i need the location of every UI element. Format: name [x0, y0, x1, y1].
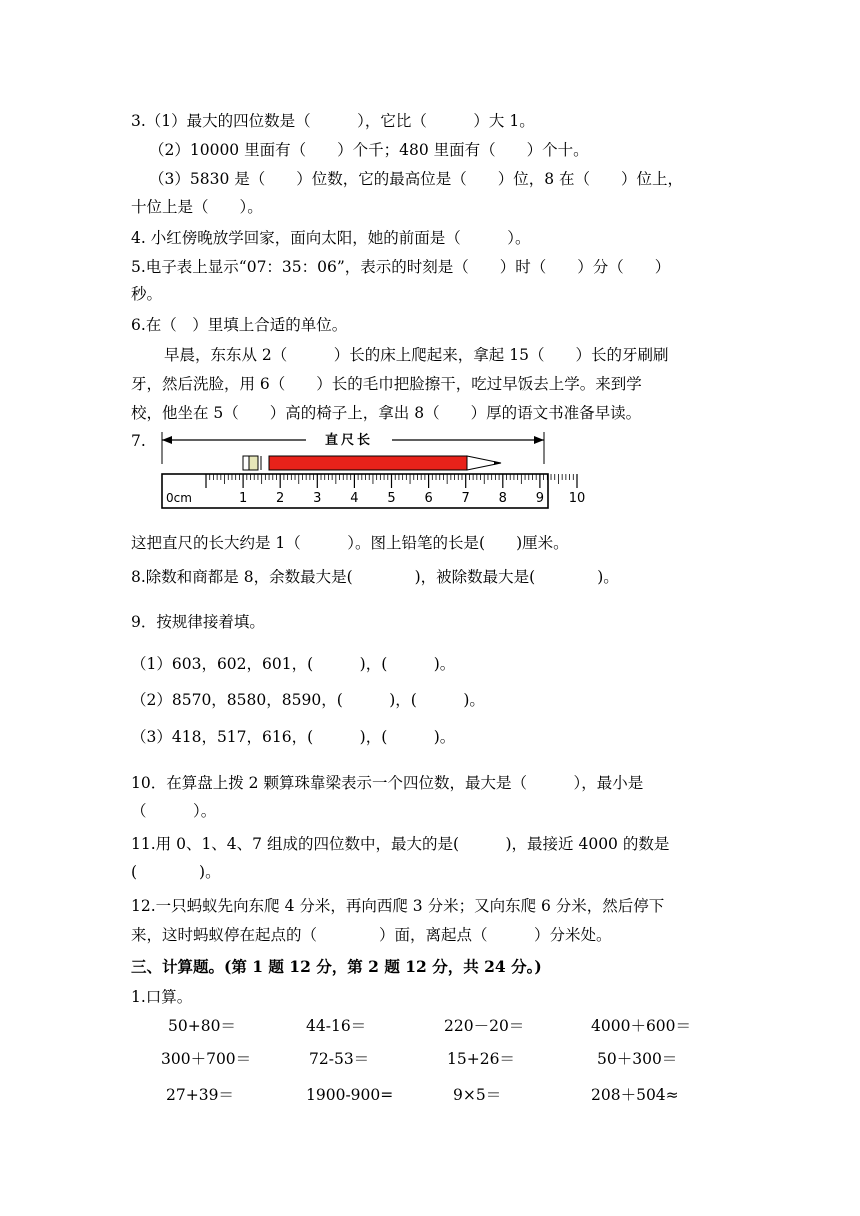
- q9-title: 9．按规律接着填。: [131, 613, 265, 631]
- ruler-tick-label: 3: [313, 491, 322, 506]
- q5-line1: 5.电子表上显示“07：35：06”，表示的时刻是（ ）时（ ）分（ ）: [131, 258, 671, 276]
- q4-text: 4. 小红傍晚放学回家，面向太阳，她的前面是（ ）。: [131, 229, 531, 247]
- q8-text: 8.除数和商都是 8，余数最大是( )，被除数最大是( )。: [131, 568, 619, 586]
- q6-line3: 牙，然后洗脸，用 6（ ）长的毛巾把脸擦干，吃过早饭去上学。来到学: [131, 375, 642, 393]
- q3-line3: （3）5830 是（ ）位数，它的最高位是（ ）位，8 在（ ）位上，: [149, 170, 684, 188]
- oral-item-r1-c2: 15+26＝: [447, 1050, 515, 1068]
- q7-text: 这把直尺的长大约是 1（ ）。图上铅笔的长是( )厘米。: [131, 534, 569, 552]
- ruler-tick-label: 4: [350, 491, 359, 506]
- oral-item-r2-c0: 27+39＝: [166, 1086, 234, 1104]
- q12-line1: 12.一只蚂蚁先向东爬 4 分米，再向西爬 3 分米；又向东爬 6 分米，然后停下: [131, 897, 665, 915]
- section3-sub1: 1.口算。: [131, 988, 193, 1006]
- q10-line1: 10．在算盘上拨 2 颗算珠靠梁表示一个四位数，最大是（ ），最小是: [131, 774, 644, 792]
- q12-line2: 来，这时蚂蚁停在起点的（ ）面，离起点（ ）分米处。: [131, 926, 612, 944]
- pencil-body: [269, 456, 467, 470]
- oral-item-r0-c2: 220－20＝: [444, 1017, 525, 1035]
- q7-number: 7.: [131, 432, 146, 450]
- q5-line2: 秒。: [131, 285, 163, 303]
- ruler-unit-label: 0cm: [166, 491, 192, 505]
- ruler-tick-label: 7: [461, 491, 470, 506]
- pencil-end-cap: [243, 456, 249, 470]
- q6-line1: 6.在（ ）里填上合适的单位。: [131, 316, 348, 334]
- oral-item-r0-c3: 4000＋600＝: [591, 1017, 692, 1035]
- ruler-tick-label: 9: [535, 491, 545, 506]
- pencil: [243, 456, 501, 470]
- oral-item-r2-c2: 9×5＝: [453, 1086, 502, 1104]
- oral-item-r0-c1: 44-16＝: [306, 1017, 367, 1035]
- oral-item-r2-c3: 208＋504≈: [591, 1086, 679, 1104]
- oral-item-r1-c1: 72-53＝: [309, 1050, 370, 1068]
- q9-line1: （1）603，602，601，( )，( )。: [131, 655, 456, 673]
- q3-line4: 十位上是（ ）。: [131, 198, 263, 216]
- section3-heading: 三、计算题。(第 1 题 12 分，第 2 题 12 分，共 24 分。): [131, 957, 542, 976]
- ruler-title: 直尺长: [324, 433, 374, 448]
- q6-line2: 早晨，东东从 2（ ）长的床上爬起来，拿起 15（ ）长的牙刷刷: [164, 346, 669, 364]
- q11-line1: 11.用 0、1、4、7 组成的四位数中，最大的是( )，最接近 4000 的数是: [131, 835, 670, 853]
- q3-line2: （2）10000 里面有（ ）个千；480 里面有（ ）个十。: [149, 141, 589, 159]
- ruler-tick-label: 10: [568, 491, 586, 506]
- q11-line2: ( )。: [131, 863, 221, 881]
- ruler-figure: [156, 428, 586, 512]
- q9-line2: （2）8570，8580，8590，( )，( )。: [131, 691, 485, 709]
- ruler-tick-label: 2: [276, 491, 285, 506]
- oral-item-r1-c3: 50＋300＝: [597, 1050, 678, 1068]
- ruler-tick-label: 6: [424, 491, 433, 506]
- ruler-tick-label: 8: [498, 491, 507, 506]
- q3-line1: 3.（1）最大的四位数是（ ），它比（ ）大 1。: [131, 112, 535, 130]
- pencil-eraser-band: [249, 456, 258, 470]
- oral-item-r1-c0: 300＋700＝: [161, 1050, 252, 1068]
- q6-line4: 校，他坐在 5（ ）高的椅子上，拿出 8（ ）厚的语文书准备早读。: [131, 404, 642, 422]
- oral-item-r2-c1: 1900-900=: [306, 1086, 394, 1104]
- oral-item-r0-c0: 50+80＝: [168, 1017, 236, 1035]
- q9-line3: （3）418，517，616，( )，( )。: [131, 728, 456, 746]
- ruler-tick-label: 1: [238, 491, 248, 506]
- ruler-tick-label: 5: [387, 491, 396, 506]
- q10-line2: （ ）。: [131, 802, 217, 820]
